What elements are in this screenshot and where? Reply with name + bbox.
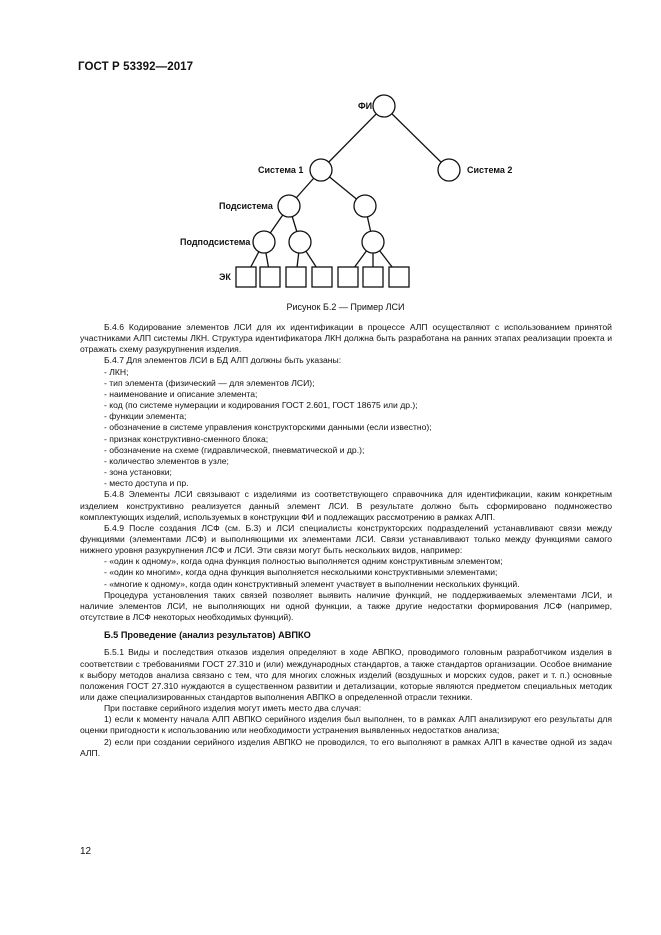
node-subsubsystem-2 [289, 231, 311, 253]
paragraph-b49: Б.4.9 После создания ЛСФ (см. Б.3) и ЛСИ специалисты конструкторских подразделений устанавливают связи между функциями (элементами ЛСФ) и выполняющими их элементами ЛСИ. Связи устанавливают только между функциями самого нижнего уровня разукрупнения ЛСФ и ЛСИ. Эти связи могут быть нескольких видов, например: [80, 522, 612, 556]
node-subsystem-2 [354, 195, 376, 217]
list-item: - код (по системе нумерации и кодирования ГОСТ 2.601, ГОСТ 18675 или др.); [104, 400, 418, 411]
list-item: - зона установки; [104, 467, 172, 478]
paragraph-b46: Б.4.6 Кодирование элементов ЛСИ для их идентификации в процессе АЛП осуществляют с использованием принятой участниками АЛП системы ЛКН. Структура идентификатора ЛКН должна быть разработана на ранних этапах реализации проекта и отражать схему разукрупнения изделия. [80, 322, 612, 355]
lsi-tree-diagram [0, 0, 661, 300]
list-item: - функции элемента; [104, 411, 187, 422]
list-item: - место доступа и пр. [104, 478, 189, 489]
paragraph-case-1: 1) если к моменту начала АЛП АВПКО серийного изделия был выполнен, то в рамках АЛП анализируют его результаты для оценки пригодности к использованию или необходимости устранения выявленных недостатков анализа; [80, 714, 612, 736]
node-element-2 [260, 267, 280, 287]
label-fi: ФИ [358, 101, 373, 111]
page-number: 12 [80, 846, 92, 857]
node-element-6 [363, 267, 383, 287]
list-item: - наименование и описание элемента; [104, 388, 258, 399]
list-item: - «многие к одному», когда один конструктивный элемент участвует в выполнении нескольких функций. [104, 578, 520, 589]
paragraph-case-2: 2) если при создании серийного изделия АВПКО не проводился, то его выполняют в рамках АЛП в качестве одной из задач АЛП. [80, 736, 612, 758]
node-element-4 [312, 267, 332, 287]
node-element-5 [338, 267, 358, 287]
label-subsystem: Подсистема [219, 201, 273, 211]
paragraph-serial-cases: При поставке серийного изделия могут иметь место два случая: [104, 703, 362, 714]
label-element: ЭК [219, 272, 231, 282]
node-system-2 [438, 159, 460, 181]
list-item: - тип элемента (физический — для элементов ЛСИ); [104, 377, 315, 388]
node-fi [373, 95, 395, 117]
list-item: - обозначение на схеме (гидравлической, пневматической и др.); [104, 444, 365, 455]
paragraph-b47: Б.4.7 Для элементов ЛСИ в БД АЛП должны быть указаны: [104, 355, 342, 366]
paragraph-b48: Б.4.8 Элементы ЛСИ связывают с изделиями из соответствующего справочника для идентификации, каким конкретным изделием конструктивно реализуется данный элемент ЛСИ. В результате должно быть сформировано подмножество комплектующих изделий, используемых в конструкции ФИ и подлежащих рассмотрению в рамках АЛП. [80, 489, 612, 522]
label-system-1: Система 1 [258, 165, 304, 175]
node-subsystem-1 [278, 195, 300, 217]
figure-caption: Рисунок Б.2 — Пример ЛСИ [286, 302, 405, 312]
list-item: - количество элементов в узле; [104, 455, 229, 466]
list-item: - ЛКН; [104, 366, 129, 377]
node-element-3 [286, 267, 306, 287]
list-item: - признак конструктивно-сменного блока; [104, 433, 269, 444]
list-item: - «один ко многим», когда одна функция выполняется несколькими конструктивными элементами; [104, 567, 498, 578]
label-subsubsystem: Подподсистема [180, 237, 251, 247]
node-element-1 [236, 267, 256, 287]
node-system-1 [310, 159, 332, 181]
paragraph-b51: Б.5.1 Виды и последствия отказов изделия определяют в ходе АВПКО, проводимого головным разработчиком изделия в соответствии с требованиями ГОСТ 27.310 и (или) международных стандартов, а также стандартов организации. Особое внимание к выбору методов анализа связано с тем, что для многих сложных изделий (воздушных и морских судов, ракет и т. п.) основные положения ГОСТ 27.310 нуждаются в существенном развитии и детализации, которые являются предметом специальных методик или даже специализированных стандартов выполнения АВПКО в определенной отрасли техники. [80, 647, 612, 702]
list-item: - обозначение в системе управления конструкторскими данными (если известно); [104, 422, 432, 433]
label-system-2: Система 2 [467, 165, 513, 175]
tree-connectors [246, 106, 449, 276]
list-item: - «один к одному», когда одна функция полностью выполняется одним конструктивным элементом; [104, 556, 503, 567]
body-text [80, 322, 612, 759]
page-header: ГОСТ Р 53392—2017 [78, 61, 194, 73]
node-subsubsystem-1 [253, 231, 275, 253]
section-heading-b5: Б.5 Проведение (анализ результатов) АВПКО [104, 630, 311, 641]
node-subsubsystem-3 [362, 231, 384, 253]
paragraph-procedure: Процедура установления таких связей позволяет выявить наличие функций, не поддерживаемых элементами ЛСИ, и наличие элементов ЛСИ, не выполняющих ни одной функции, а также другие недостатки формирования ЛСФ (например, отсутствие в ЛСФ некоторых необходимых функций). [80, 589, 612, 623]
node-element-7 [389, 267, 409, 287]
